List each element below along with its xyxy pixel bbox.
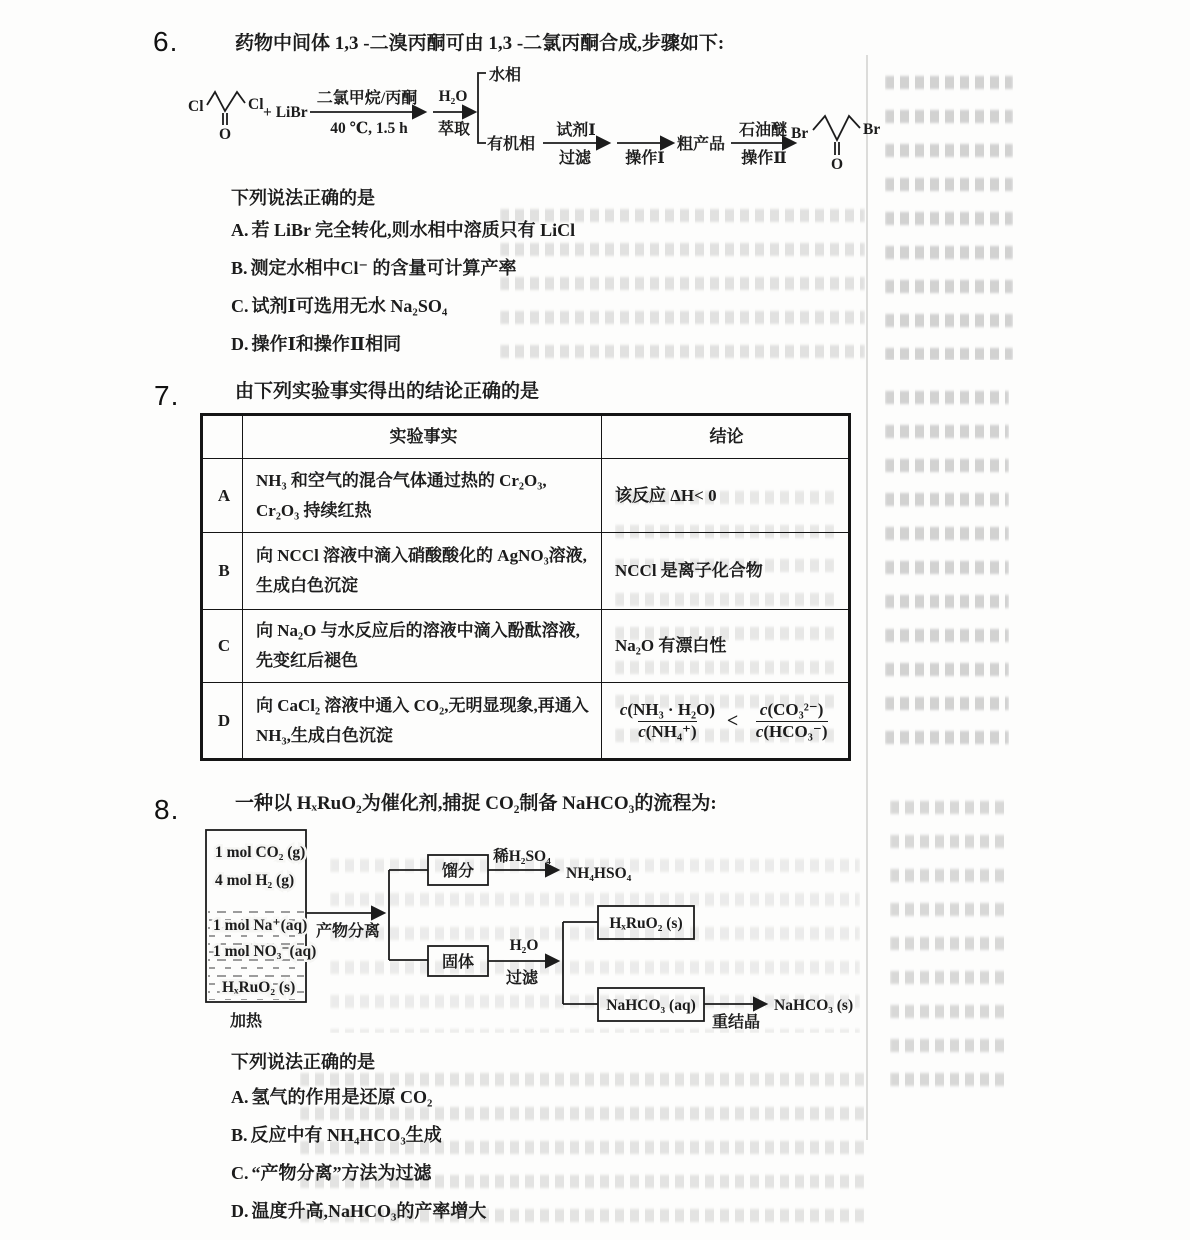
water-label: H₂O [509,937,539,954]
option-label: C. [231,296,249,316]
row-conclusion: 该反应 ΔH< 0 [602,459,850,533]
recrystallize-label: 重结晶 [711,1014,761,1031]
option-row-q6-d [231,330,401,356]
flow-arrow-2 [433,88,475,138]
less-than-sign: < [726,709,739,732]
table-row-b [202,533,850,610]
header-fact: 实验事实 [243,415,602,459]
reactor-feed-box [206,830,316,1002]
table-header-row [202,415,850,459]
table-row-a [202,459,850,533]
option-text: 反应中有 NH₄HCO₃生成 [250,1125,442,1145]
option-text: 试剂Ⅰ可选用无水 Na₂SO₄ [251,296,448,316]
arrow4-bottom-label: 操作Ⅰ [625,150,665,167]
arrow2-bottom-label: 萃取 [437,121,471,138]
catalyst-out-label: HₓRuO₂ (s) [609,915,683,932]
dibromoacetone-structure [791,116,880,173]
dilute-acid-label: 稀H₂SO₄ [493,848,551,865]
flow-arrow-1 [310,88,425,137]
cl-right-label: Cl [248,96,264,113]
row-conclusion-math [602,683,850,760]
bleedthrough-smudge [500,188,865,363]
row-conclusion: Na₂O 有漂白性 [602,610,850,683]
row-conclusion: NCCl 是离子化合物 [602,533,850,610]
question-7-number: 7. [154,380,180,411]
option-row-q6-b [231,254,517,280]
question-6-flow-diagram [185,60,890,185]
option-text: 若 LiBr 完全转化,则水相中溶质只有 LiCl [251,220,576,240]
row-label: D [202,683,243,760]
row-fact: NH₃ 和空气的混合气体通过热的 Cr₂O₃, Cr₂O₃ 持续红热 [243,459,602,533]
separation-arrow [306,870,428,960]
feed-solid-label: HₓRuO₂ (s) [222,979,296,996]
row-fact: 向 NCCl 溶液中滴入硝酸酸化的 AgNO₃溶液,生成白色沉淀 [243,533,602,610]
option-row-q8-c [231,1159,432,1185]
bleedthrough-smudge [890,780,1010,1090]
br-right-label: Br [863,121,881,138]
feed-gas2-label: 4 mol H₂ (g) [215,872,295,889]
option-label: B. [231,258,248,278]
fraction-right: $\frac{\text{c(CO₃²⁻)}}{\text{c(HCO₃⁻)}}$ [755,700,828,741]
plus-libr-label: + LiBr [263,104,308,121]
table-row-c [202,610,850,683]
header-empty-cell [202,415,243,459]
feed-aq2-label: 1 mol NO₃⁻(aq) [213,943,317,960]
flow-arrow-5 [731,121,795,167]
arrow5-top-label: 石油醚 [738,122,788,139]
option-label: A. [231,220,249,240]
question-8-stem: 一种以 HₓRuO₂为催化剂,捕捉 CO₂制备 NaHCO₃的流程为: [235,793,717,814]
solid-label: 固体 [441,954,475,971]
dichloroacetone-structure [188,92,264,143]
br-left-label: Br [791,125,809,142]
question-8-flow-diagram [200,828,880,1043]
option-row-q8-b [231,1121,442,1147]
separation-label: 产物分离 [315,923,381,940]
option-text: 操作Ⅰ和操作Ⅱ相同 [251,334,402,354]
option-label: B. [231,1125,248,1145]
bicarb-aq-label: NaHCO₃ (aq) [606,997,696,1014]
question-6-stem: 药物中间体 1,3 -二溴丙酮可由 1,3 -二氯丙酮合成,步骤如下: [235,33,725,54]
phase-branch-bracket [478,73,486,143]
row-fact: 向 Na₂O 与水反应后的溶液中滴入酚酞溶液,先变红后褪色 [243,610,602,683]
flow-arrow-4 [617,143,673,167]
row-label: B [202,533,243,610]
bleedthrough-smudge [885,370,1009,765]
feed-gas1-label: 1 mol CO₂ (g) [215,844,306,861]
aqueous-phase-label: 水相 [489,67,522,84]
question-6-number: 6. [153,26,179,57]
organic-phase-label: 有机相 [487,136,536,153]
row-label: C [202,610,243,683]
crude-product-label: 粗产品 [677,136,726,153]
flow-arrow-3 [543,120,609,167]
option-row-q8-a [231,1083,432,1109]
question-7-table [200,413,851,761]
option-label: C. [231,1163,249,1183]
header-conclusion: 结论 [602,415,850,459]
option-row-q6-c [231,292,447,318]
recrystallize-arrow [704,1004,766,1031]
arrow5-bottom-label: 操作Ⅱ [741,150,787,167]
option-text: 温度升高,NaHCO₃的产率增大 [251,1201,487,1221]
product-acid-label: NH₄HSO₄ [566,865,632,882]
filter-arrow [488,922,598,1004]
bicarb-solid-label: NaHCO₃ (s) [774,997,854,1014]
arrow3-top-label: 试剂Ⅰ [556,122,596,139]
cl-left-label: Cl [188,98,204,115]
option-row-q8-d [231,1197,486,1223]
question-6-prompt: 下列说法正确的是 [231,188,375,208]
arrow2-top-label: H₂O [438,88,468,105]
distillate-label: 馏分 [441,863,475,880]
heat-label: 加热 [230,1013,263,1030]
option-text: 测定水相中Cl⁻ 的含量可计算产率 [250,258,517,278]
question-8-prompt: 下列说法正确的是 [231,1052,375,1072]
question-7-stem: 由下列实验事实得出的结论正确的是 [235,381,540,402]
o-label: O [831,156,844,173]
row-label: A [202,459,243,533]
question-8-number: 8. [154,794,180,825]
arrow1-top-label: 二氯甲烷/丙酮 [316,90,418,107]
feed-aq1-label: 1 mol Na⁺(aq) [213,917,308,934]
option-row-q6-a [231,216,575,242]
bleedthrough-smudge [885,55,1013,360]
o-label: O [219,126,232,143]
filter-label: 过滤 [505,970,539,987]
acid-arrow [488,846,558,870]
option-label: D. [231,334,249,354]
arrow1-bottom-label: 40 ℃, 1.5 h [330,120,408,137]
table-row-d [202,683,850,760]
arrow3-bottom-label: 过滤 [558,150,592,167]
option-label: A. [231,1087,249,1107]
fraction-left: $\frac{\text{c(NH₃ · H₂O)}}{\text{c(NH₄⁺)}}$ [619,700,716,741]
option-label: D. [231,1201,249,1221]
option-text: 氢气的作用是还原 CO₂ [251,1087,433,1107]
option-text: “产物分离”方法为过滤 [251,1163,432,1183]
row-fact: 向 CaCl₂ 溶液中通入 CO₂,无明显现象,再通入 NH₃,生成白色沉淀 [243,683,602,760]
